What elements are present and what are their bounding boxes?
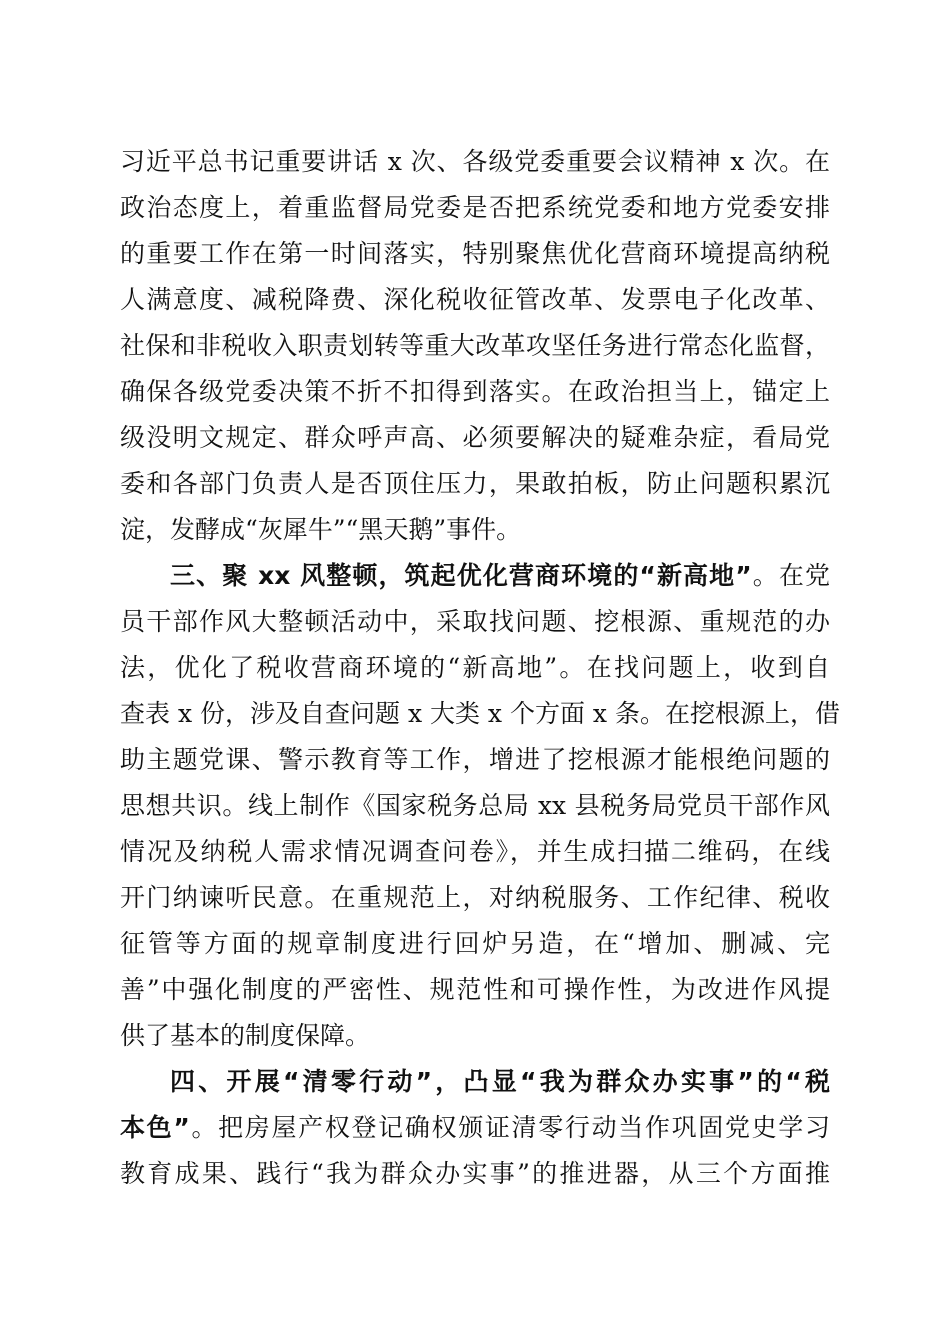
body-text-line: 助主题党课、警示教育等工作，增进了挖根源才能根绝问题的: [120, 745, 830, 774]
body-text-line: 级没明文规定、群众呼声高、必须要解决的疑难杂症，看局党: [120, 423, 830, 452]
body-text-line: 善”中强化制度的严密性、规范性和可操作性，为改进作风提: [120, 975, 830, 1004]
body-text-line: 习近平总书记重要讲话 x 次、各级党委重要会议精神 x 次。在: [120, 147, 830, 176]
section-heading: 三、聚 xx 风整顿，筑起优化营商环境的“新高地”: [170, 561, 752, 590]
section-heading: 四、开展“清零行动”，凸显“我为群众办实事”的“税: [170, 1067, 830, 1096]
body-text-line: 员干部作风大整顿活动中，采取找问题、挖根源、重规范的办: [120, 607, 830, 636]
body-text-line: 思想共识。线上制作《国家税务总局 xx 县税务局党员干部作风: [120, 791, 830, 820]
body-text-line: 教育成果、践行“我为群众办实事”的推进器，从三个方面推: [120, 1159, 830, 1188]
section-heading-line: [120, 1105, 830, 1151]
body-text-line: 征管等方面的规章制度进行回炉另造，在“增加、删减、完: [120, 929, 830, 958]
body-text-line: 确保各级党委决策不折不扣得到落实。在政治担当上，锚定上: [120, 377, 830, 406]
body-text-line: 政治态度上，着重监督局党委是否把系统党委和地方党委安排: [120, 193, 830, 222]
body-text-line: 开门纳谏听民意。在重规范上，对纳税服务、工作纪律、税收: [120, 883, 830, 912]
body-text-line: 的重要工作在第一时间落实，特别聚焦优化营商环境提高纳税: [120, 239, 830, 268]
section-heading-line: [120, 1059, 830, 1105]
section-heading-line: [120, 553, 830, 599]
body-text-fragment: 。在党: [751, 561, 830, 590]
body-text-line: 社保和非税收入职责划转等重大改革攻坚任务进行常态化监督，: [120, 331, 830, 360]
body-text-line: 供了基本的制度保障。: [120, 1021, 371, 1050]
body-text-line: 人满意度、减税降费、深化税收征管改革、发票电子化改革、: [120, 285, 830, 314]
body-text-line: 法，优化了税收营商环境的“新高地”。在找问题上，收到自: [120, 653, 830, 682]
body-text-line: 委和各部门负责人是否顶住压力，果敢拍板，防止问题积累沉: [120, 469, 830, 498]
body-text-line: 情况及纳税人需求情况调查问卷》，并生成扫描二维码，在线: [120, 837, 830, 866]
body-text-fragment: 。把房屋产权登记确权颁证清零行动当作巩固党史学习: [189, 1113, 830, 1142]
body-text-line: 淀，发酵成“灰犀牛”“黑天鹅”事件。: [120, 515, 522, 544]
section-heading-continued: 本色”: [120, 1113, 190, 1142]
body-text-line: 查表 x 份，涉及自查问题 x 大类 x 个方面 x 条。在挖根源上，借: [120, 699, 840, 728]
